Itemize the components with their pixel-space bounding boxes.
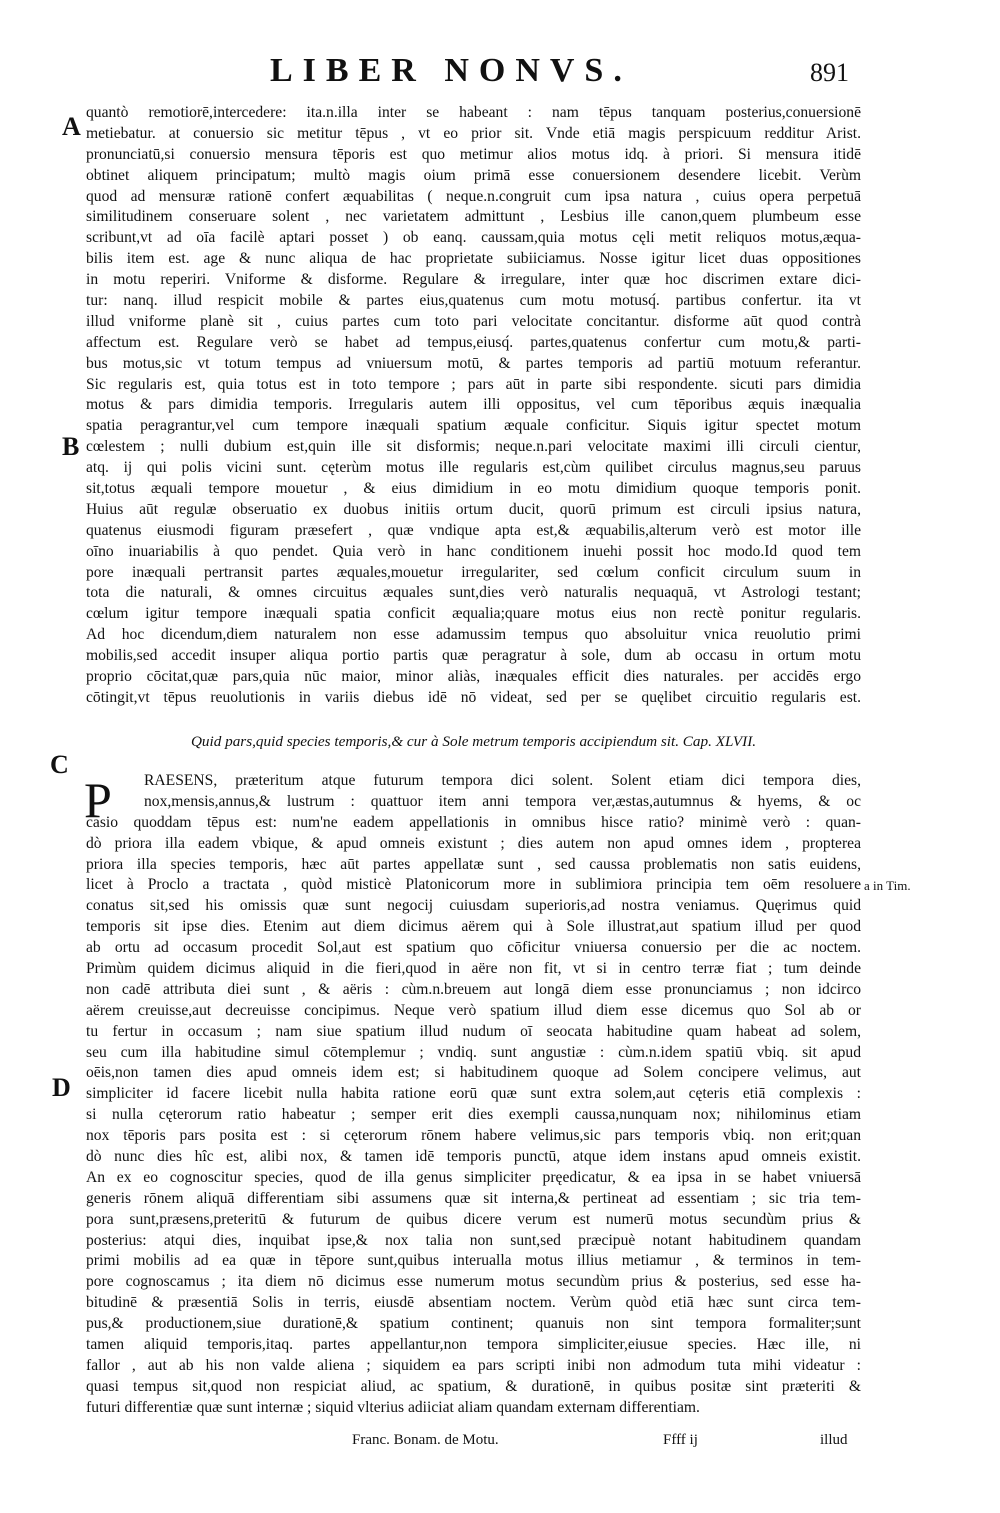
text-line: mobilis,sed accedit insuper aliqua portio partis quæ peragratur à sole, dum ab occasu in ortum motu bbox=[86, 647, 861, 665]
text-line: aërem creuisse,aut decreuisse concipimus. Neque verò spatium illud diem esse dicemus quo Sol ab or bbox=[86, 1001, 861, 1019]
text-line: Primùm quidem dicimus aliquid in die fieri,quod in aëre non fit, vt si in centro terræ fiat ; tum deinde bbox=[86, 960, 861, 978]
text-line: Huius aūt regulæ obseruatio ex duobus initiis ortum ducit, quorū primum est circuli ipsius natura, bbox=[86, 500, 861, 518]
body-text-block-1 bbox=[86, 103, 861, 709]
text-line: obtinet aliquem principatum; multò magis oium primā esse conuersionem desendere licebit. Verùm bbox=[86, 166, 861, 184]
margin-letter-c: C bbox=[50, 750, 69, 779]
body-text-block-2 bbox=[86, 771, 861, 1419]
text-line: dò nunc dies hîc est, alibi nox, & tamen idē temporis punctū, atque idem instans apud omneis existit. bbox=[86, 1148, 861, 1166]
text-line: nox tēporis pars posita est : si cęterorum rōnem habere velimus,sic pars temporis vbiq. non erit;quan bbox=[86, 1127, 861, 1145]
text-line: priora illa species temporis, hæc aūt partes appellatæ sunt , sed caussa problematis non satis euidens, bbox=[86, 855, 861, 873]
text-line: quantò remotiorē,intercedere: ita.n.illa inter se habeant : nam tēpus tanquam posterius,conuersionē bbox=[86, 104, 861, 121]
text-line: metiebatur. at conuersio sic metitur tēpus , vt eo prior sit. Vnde etiā magis perspicuum redditur Arist. bbox=[86, 124, 861, 142]
text-line: simpliciter id facere licebit nulla habita ratione eorū quæ sunt extra solem,aut cęteris etiā complexis : bbox=[86, 1085, 861, 1103]
text-line: tu fertur in occasum ; nam siue spatium illud nudum oī seocata habitudine quam habeat ad solem, bbox=[86, 1022, 861, 1040]
page-footer bbox=[0, 1432, 1000, 1456]
text-line: quasi tempus sit,quod non respiciat aliud, ac spatium, & durationē, in quibus positæ sint præteriti & bbox=[86, 1377, 861, 1395]
text-line: oīno inuariabilis à quo pendet. Quia verò in hanc conditionem inuehi possit hoc modo.Id quod tem bbox=[86, 542, 861, 560]
text-line: si nulla cęterorum ratio habeatur ; semper erit dies exempli caussa,nunquam nox; nihilominus etiam bbox=[86, 1106, 861, 1124]
text-line: seu cum illa habitudine simul cōtemplemur ; vndiq. sunt angustiæ : cùm.n.idem spatiū vbiq. sit apud bbox=[86, 1043, 861, 1061]
text-line: Ad hoc dicendum,diem naturalem non esse adamussim tempus quo absoluitur vnica reuolutio primi bbox=[86, 626, 861, 644]
text-line: pore inæquali pertransit partes æquales,mouetur irregulariter, sed cœlum conficit circulum suum in bbox=[86, 563, 861, 581]
text-line: motus & pars dimidia temporis. Irregularis autem illi oppositus, vel cum tēporibus æquis inæqualia bbox=[86, 396, 861, 414]
text-line: scribunt,vt ad oīa facilè aptari posset ) ob eanq. caussam,quia motus cęli metit reliquos motus,æqua- bbox=[86, 229, 861, 247]
text-line: pora sunt,præsens,preteritū & futurum de quibus dicere verum est numerū motus secundùm prius & bbox=[86, 1210, 861, 1228]
text-line: non cadē attributa diei sunt , & aëris : cùm.n.breuem aut longā diem esse pronunciamus ; non idcirco bbox=[86, 980, 861, 998]
text-line: generis rōnem aliquā differentiam sibi assumens quæ sit interna,& pertineat ad essentiam ; sic tria tem- bbox=[86, 1189, 861, 1207]
text-line: spatia peragrantur,vel cum tempore inæquali spatium æquale conficitur. Siquis igitur spectet motum bbox=[86, 417, 861, 435]
text-line: proprio cōcitat,quæ pars,quia nūc maior, minor aliàs, inæquales efficit dies naturales. per accidēs ergo bbox=[86, 668, 861, 686]
text-line: atq. ij qui polis vicini sunt. cęterùm motus ille regularis est,cùm quilibet circulus magnus,seu paruus bbox=[86, 459, 861, 477]
text-line: oēis,non tamen dies apud omneis idem est; si habitudinem quoque ad Solem concipere velimus, aut bbox=[86, 1064, 861, 1082]
text-line: tamen aliquid temporis,itaq. partes appellantur,non tempora simpliciter,eiusue species. Hæc ille, ni bbox=[86, 1336, 861, 1354]
text-line: pus,& productionem,siue durationē,& spatium continent; quanuis non sint tempora formaliter;sunt bbox=[86, 1315, 861, 1333]
chapter-heading: Quid pars,quid species temporis,& cur à Sole metrum temporis accipiendum sit. Cap. XLVII. bbox=[190, 733, 757, 750]
text-line: illud vniforme planè sit , cuius partes cum toto pari velocitate concitantur. disforme aūt quod contrà bbox=[86, 312, 861, 330]
text-line: fallor , aut ab his non valde aliena ; siquidem ea pars scripti inibi non admodum tuta mihi videatur : bbox=[86, 1356, 861, 1374]
text-line: casio quoddam tēpus est: num'ne eadem appellationis in omnibus hisce ratio? minimè verò : quan- bbox=[86, 813, 861, 831]
text-line: similitudinem conseruare solent , nec varietatem admittunt , Lesbius ille canon,quem plumbeum esse bbox=[86, 208, 861, 226]
text-line: primi mobilis ad ea quæ in tēpore sunt,quibus interualla motus illius metiamur , & terminos in tem- bbox=[86, 1252, 861, 1270]
drop-cap: P bbox=[84, 772, 112, 828]
text-line: bus motus,sic vt totum tempus ad vniuersum motū, & partes temporis ad partiū motuum referantur. bbox=[86, 354, 861, 372]
text-line: pronunciatū,si conuersio mensura tēporis est quo metimur alios motus idq. à priori. Si mensura itidē bbox=[86, 145, 861, 163]
text-line: temporis sit ipse dies. Etenim aut diem dicimus aërem qui à Sole illustrat,aut spatium illud per quod bbox=[86, 918, 861, 936]
text-line: tota die naturali, & omnes circuitus æquales sunt,dies verò naturalis nequaquā, vt Astrologi testant; bbox=[86, 584, 861, 602]
text-line: licet à Proclo a tractata , quòd misticè Platonicorum more in sublimiora principia tem oēm resoluere bbox=[86, 876, 861, 894]
text-line: futuri differentiæ quæ sunt internæ ; siquid vlterius adiiciat aliam quandam externam differentiam. bbox=[86, 1398, 700, 1416]
text-line: in motu reperiri. Vniforme & disforme. Regulare & irregulare, inter quæ hoc discrimen extare dici- bbox=[86, 271, 861, 289]
text-line: dò priora illa eadem vbique, & apud omneis existunt ; dies autem non apud omnes idem , propterea bbox=[86, 834, 861, 852]
text-line: tur: nanq. illud respicit mobile & partes eius,quatenus cum motu motusq́. partibus confertur. ita vt bbox=[86, 292, 861, 310]
text-line: quatenus eiusmodi figuram præsefert , quæ vndique apta est,& æquabilis,alterum verò est motor ille bbox=[86, 521, 861, 539]
text-line: bilis item est. age & nunc aliqua de hac proprietate subiiciamus. Nosse igitur licet duas oppositiones bbox=[86, 250, 861, 268]
folio-number: 891 bbox=[810, 58, 849, 87]
text-line: Sic regularis est, quia totus est in toto tempore ; pars aūt in parte sibi respondente. sicuti pars dimidia bbox=[86, 375, 861, 393]
signature-mark: Ffff ij bbox=[663, 1432, 698, 1448]
text-line: cœlestem ; nulli dubium est,quin ille sit disformis; neque.n.pari velocitate maximi illi circuli cientur, bbox=[86, 438, 861, 456]
text-line: pore cognoscamus ; ita diem nō dicimus esse numerum motus secundùm prius & posterius, sed esse ha- bbox=[86, 1273, 861, 1291]
text-line: ab ortu ad occasum procedit Sol,aut est spatium quo cōficitur vniuersa conuersio per die ac noctem. bbox=[86, 939, 861, 957]
text-line: sit,totus æquali tempore mouetur , & eius dimidium in eo motu dimidium quoque temporis ponit. bbox=[86, 480, 861, 498]
text-line: cōtingit,vt tēpus reuolutionis in variis diebus idē nō videat, sed per se quęlibet circuitio regularis est. bbox=[86, 688, 861, 706]
text-line: conatus sit,sed his omissis quæ sunt negocij cuiusdam superioris,ad nostra veniamus. Quęrimus quid bbox=[86, 897, 861, 915]
page-header bbox=[0, 52, 1000, 92]
text-line: cœlum igitur tempore inæquali spatia conficit æqualia;quare motus eius non rectè ponitur regularis. bbox=[86, 605, 861, 623]
text-line: RAESENS, præteritum atque futurum tempora dici solent. Solent etiam dici tempora dies, bbox=[144, 772, 861, 789]
text-line: nox,mensis,annus,& lustrum : quattuor item anni tempora ver,æstas,autumnus & hyems, & oc bbox=[144, 792, 861, 810]
text-line: bitudinē & præsentiā Solis in terris, eiusdē absentiam noctem. Verùm quòd etiā hæc sunt circa tem- bbox=[86, 1294, 861, 1312]
margin-letter-b: B bbox=[62, 432, 80, 461]
footer-author: Franc. Bonam. de Motu. bbox=[352, 1432, 499, 1448]
catchword: illud bbox=[820, 1432, 848, 1448]
text-line: quod ad mensuræ rationē confert æquabilitas ( neque.n.congruit cum ipsa natura , cuius opera perpetuā bbox=[86, 187, 861, 205]
text-line: An ex eo cognoscitur species, quod de illa genus simpliciter pręedicatur, & ea ipsa in se habet vniuersā bbox=[86, 1168, 861, 1186]
text-line: posterius: atqui dies, inquibat ipse,& nox talia non sunt,sed præcipuè notant habitudinem quandam bbox=[86, 1231, 861, 1249]
text-line: affectum est. Regulare verò se habet ad tempus,eiusq́. partes,quatenus confertur cum motu,& parti- bbox=[86, 333, 861, 351]
running-title: LIBER NONVS. bbox=[270, 52, 632, 89]
margin-note: a in Tim. bbox=[864, 878, 911, 893]
margin-letter-a: A bbox=[62, 112, 81, 141]
margin-letter-d: D bbox=[52, 1073, 71, 1102]
